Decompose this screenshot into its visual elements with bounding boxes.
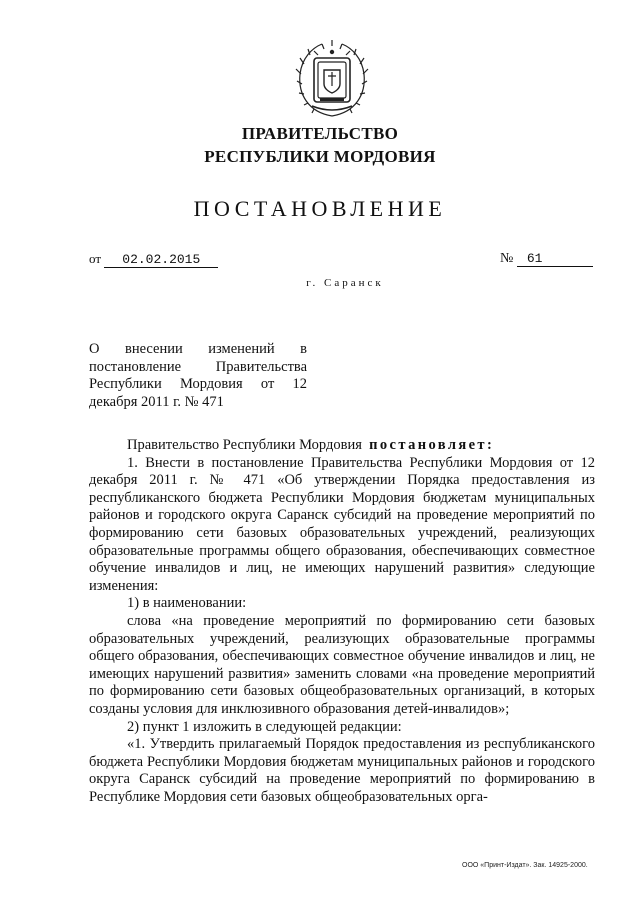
document-subject: О внесении изменений в постановление Правительства Республики Мордовия от 12 декабря 2011 г. № 471 — [89, 341, 307, 410]
date-block — [89, 251, 218, 268]
body-paragraph: 1) в наименовании: — [127, 595, 247, 612]
number-block — [500, 251, 593, 267]
printer-note: ООО «Принт-Издат». Зак. 14925-2000. — [462, 862, 588, 869]
body-paragraph: 1. Внести в постановление Правительства Республики Мордовия от 12 декабря 2011 г. № 471 «Об утверждении Порядка предоставления из республиканского бюджета Республики Мордовия бюджетам муниципальных районов и городского округа Саранск субсидий на проведение мероприятий по формированию сети базовых образовательных учреждений, реализующих образовательные программы общего образования, обеспечивающих совместное обучение инвалидов и лиц, не имеющих нарушений развития» следующие изменения: — [89, 454, 595, 594]
coat-of-arms-icon — [292, 36, 372, 120]
date-prefix: от — [89, 251, 102, 266]
city-line: г. Саранск — [306, 277, 384, 289]
document-date: 02.02.2015 — [104, 252, 218, 268]
body-paragraph: 2) пункт 1 изложить в следующей редакции: — [127, 718, 402, 735]
document-number: 61 — [517, 251, 593, 267]
body-paragraph: слова «на проведение мероприятий по формированию сети базовых образовательных учреждений, реализующих образовательные программы общего образования, обеспечивающих совместное обучение инвалидов и лиц, не имеющих нарушений развития» заменить словами «на проведение мероприятий по формированию сети базовых общеобразовательных организаций, в которых созданы условия для инклюзивного образования детей-инвалидов»; — [89, 612, 595, 717]
body-paragraph: «1. Утвердить прилагаемый Порядок предоставления из республиканского бюджета Республики Мордовия бюджетам муниципальных районов и городского округа Саранск субсидий на проведение мероприятий по формированию в Республике Мордовия сети базовых общеобразовательных орга- — [89, 736, 595, 805]
government-name-line2: РЕСПУБЛИКИ МОРДОВИЯ — [204, 147, 436, 166]
number-prefix: № — [500, 251, 514, 266]
lead-decree-word: постановляет: — [369, 437, 495, 453]
lead-text: Правительство Республики Мордовия — [127, 437, 362, 453]
lead-paragraph — [89, 437, 595, 455]
government-name-line1: ПРАВИТЕЛЬСТВО — [241, 124, 399, 143]
document-body — [89, 437, 595, 806]
document-type-title: ПОСТАНОВЛЕНИЕ — [193, 196, 447, 221]
